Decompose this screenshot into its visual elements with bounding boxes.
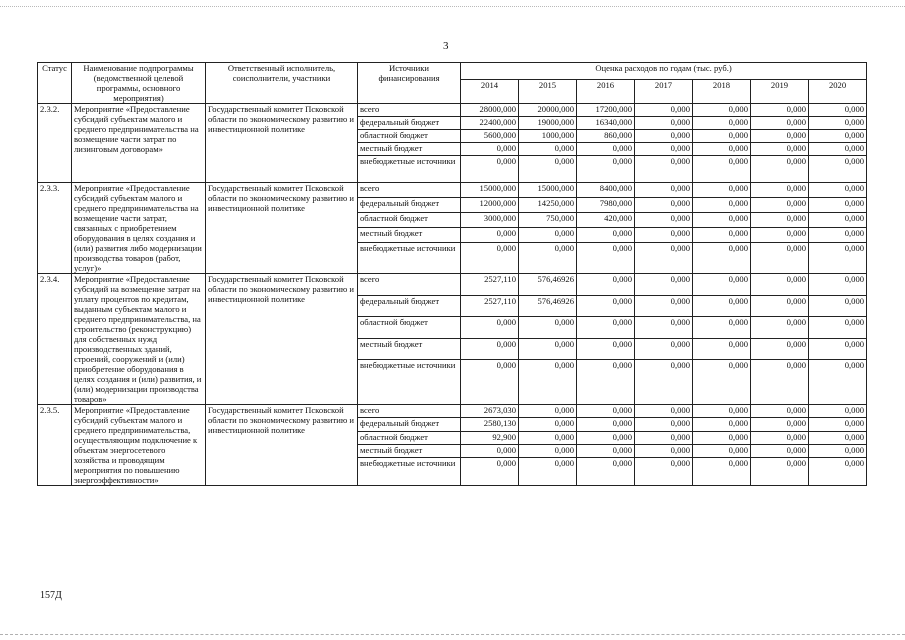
expense-value: 0,000 (751, 274, 809, 296)
year-header: 2019 (751, 80, 809, 104)
expense-value: 0,000 (693, 360, 751, 405)
expense-value: 19000,000 (519, 117, 577, 130)
expense-value: 0,000 (577, 295, 635, 317)
expense-value: 0,000 (809, 458, 867, 486)
header-sources: Источники финансирования (358, 63, 461, 104)
expense-value: 0,000 (751, 405, 809, 418)
expense-value: 0,000 (461, 338, 519, 360)
expense-value: 3000,000 (461, 212, 519, 227)
measure-status: 2.3.5. (38, 405, 72, 486)
year-header: 2017 (635, 80, 693, 104)
expense-value: 0,000 (461, 444, 519, 457)
funding-source: внебюджетные источники (358, 458, 461, 486)
expense-value: 0,000 (635, 405, 693, 418)
scan-edge-bottom (0, 634, 905, 635)
expense-value: 12000,000 (461, 197, 519, 212)
expense-value: 28000,000 (461, 104, 519, 117)
page-number: 3 (443, 40, 449, 52)
measure-status: 2.3.2. (38, 104, 72, 183)
expense-value: 0,000 (519, 431, 577, 444)
expense-value: 0,000 (693, 418, 751, 431)
expense-value: 0,000 (693, 197, 751, 212)
expense-value: 0,000 (751, 130, 809, 143)
header-status: Статус (38, 63, 72, 104)
measure-status: 2.3.3. (38, 183, 72, 274)
expense-value: 0,000 (693, 338, 751, 360)
expense-value: 20000,000 (519, 104, 577, 117)
expense-value: 0,000 (635, 242, 693, 273)
funding-source: всего (358, 405, 461, 418)
measure-executor: Государственный комитет Псковской области по экономическому развитию и инвестиционной политике (206, 183, 358, 274)
expense-value: 0,000 (577, 405, 635, 418)
expense-value: 0,000 (751, 227, 809, 242)
funding-source: местный бюджет (358, 143, 461, 156)
expense-value: 0,000 (751, 317, 809, 339)
measure-name: Мероприятие «Предоставление субсидий субъектам малого и среднего предпринимательства, осуществляющим подключение к объектам энергосетевого хозяйства и проводящим мероприятия по повышению энергоэффективности» (72, 405, 206, 486)
expense-value: 2580,130 (461, 418, 519, 431)
measure-executor: Государственный комитет Псковской области по экономическому развитию и инвестиционной политике (206, 104, 358, 183)
expense-value: 0,000 (635, 117, 693, 130)
expense-value: 0,000 (635, 212, 693, 227)
expense-value: 0,000 (577, 227, 635, 242)
expense-value: 0,000 (635, 227, 693, 242)
funding-source: областной бюджет (358, 130, 461, 143)
funding-source: местный бюджет (358, 444, 461, 457)
measure-executor: Государственный комитет Псковской области по экономическому развитию и инвестиционной политике (206, 274, 358, 405)
expense-value: 1000,000 (519, 130, 577, 143)
expense-value: 0,000 (461, 227, 519, 242)
funding-source: федеральный бюджет (358, 295, 461, 317)
measure-name: Мероприятие «Предоставление субсидий субъектам малого и среднего предпринимательства на возмещение части затрат, связанных с приобретением оборудования в целях создания и (или) развития либо модернизации производства товаров (работ, услуг)» (72, 183, 206, 274)
expense-value: 0,000 (751, 183, 809, 198)
expense-value: 0,000 (751, 197, 809, 212)
expense-value: 8400,000 (577, 183, 635, 198)
funding-source: федеральный бюджет (358, 197, 461, 212)
expense-value: 92,900 (461, 431, 519, 444)
expense-value: 0,000 (809, 227, 867, 242)
expense-value: 0,000 (519, 156, 577, 183)
expense-value: 15000,000 (461, 183, 519, 198)
funding-source: областной бюджет (358, 212, 461, 227)
scan-edge-top (0, 6, 905, 7)
expense-value: 0,000 (635, 197, 693, 212)
funding-source: федеральный бюджет (358, 117, 461, 130)
expense-value: 0,000 (751, 212, 809, 227)
expense-value: 0,000 (577, 143, 635, 156)
expense-value: 0,000 (577, 360, 635, 405)
expense-value: 0,000 (519, 458, 577, 486)
expense-value: 0,000 (519, 418, 577, 431)
expense-value: 0,000 (809, 242, 867, 273)
expense-value: 0,000 (809, 338, 867, 360)
expense-value: 0,000 (635, 295, 693, 317)
header-row (38, 63, 867, 80)
table-row (38, 274, 867, 296)
expense-value: 5600,000 (461, 130, 519, 143)
expense-value: 576,46926 (519, 295, 577, 317)
expense-value: 0,000 (577, 156, 635, 183)
expense-value: 750,000 (519, 212, 577, 227)
year-header: 2018 (693, 80, 751, 104)
expense-value: 0,000 (693, 130, 751, 143)
expense-value: 0,000 (577, 418, 635, 431)
funding-source: всего (358, 183, 461, 198)
expense-value: 2527,110 (461, 295, 519, 317)
year-header: 2020 (809, 80, 867, 104)
expense-value: 0,000 (751, 360, 809, 405)
expense-value: 15000,000 (519, 183, 577, 198)
header-name: Наименование подпрограммы (ведомственной целевой программы, основного мероприятия) (72, 63, 206, 104)
expense-value: 0,000 (693, 212, 751, 227)
expense-value: 0,000 (693, 156, 751, 183)
expense-value: 14250,000 (519, 197, 577, 212)
expense-value: 0,000 (693, 444, 751, 457)
expense-value: 0,000 (751, 156, 809, 183)
expense-value: 0,000 (577, 242, 635, 273)
expense-value: 0,000 (635, 431, 693, 444)
expense-value: 0,000 (809, 156, 867, 183)
expense-value: 0,000 (461, 156, 519, 183)
expense-value: 0,000 (809, 143, 867, 156)
expense-value: 0,000 (635, 183, 693, 198)
expense-value: 0,000 (693, 431, 751, 444)
expense-value: 0,000 (635, 418, 693, 431)
measure-name: Мероприятие «Предоставление субсидий субъектам малого и среднего предпринимательства на возмещение части затрат по лизинговым договорам» (72, 104, 206, 183)
expense-value: 0,000 (693, 405, 751, 418)
expense-value: 0,000 (577, 274, 635, 296)
table-body (38, 104, 867, 486)
funding-source: областной бюджет (358, 431, 461, 444)
expense-value: 0,000 (693, 295, 751, 317)
expense-value: 0,000 (751, 117, 809, 130)
expense-value: 0,000 (809, 104, 867, 117)
expense-value: 0,000 (751, 418, 809, 431)
expense-value: 0,000 (693, 104, 751, 117)
expense-value: 0,000 (693, 317, 751, 339)
measure-executor: Государственный комитет Псковской области по экономическому развитию и инвестиционной политике (206, 405, 358, 486)
expense-value: 0,000 (693, 117, 751, 130)
table-row (38, 405, 867, 418)
expense-value: 0,000 (635, 317, 693, 339)
funding-source: внебюджетные источники (358, 242, 461, 273)
table-row (38, 183, 867, 198)
expense-value: 0,000 (519, 242, 577, 273)
expense-value: 0,000 (519, 227, 577, 242)
expense-value: 0,000 (519, 317, 577, 339)
expense-value: 0,000 (635, 156, 693, 183)
expense-value: 0,000 (693, 242, 751, 273)
expense-value: 0,000 (577, 338, 635, 360)
expense-value: 7980,000 (577, 197, 635, 212)
expense-value: 0,000 (577, 458, 635, 486)
funding-source: внебюджетные источники (358, 360, 461, 405)
expense-value: 0,000 (519, 360, 577, 405)
expense-value: 0,000 (809, 418, 867, 431)
expense-value: 2673,030 (461, 405, 519, 418)
expense-value: 22400,000 (461, 117, 519, 130)
funding-source: местный бюджет (358, 338, 461, 360)
expense-value: 0,000 (809, 274, 867, 296)
expense-value: 860,000 (577, 130, 635, 143)
expense-value: 0,000 (809, 317, 867, 339)
year-header: 2015 (519, 80, 577, 104)
expense-value: 0,000 (809, 295, 867, 317)
expense-value: 0,000 (635, 338, 693, 360)
expense-value: 0,000 (635, 458, 693, 486)
expense-value: 0,000 (751, 458, 809, 486)
expense-value: 0,000 (577, 444, 635, 457)
expense-value: 0,000 (809, 212, 867, 227)
expense-value: 0,000 (809, 183, 867, 198)
expense-value: 0,000 (519, 444, 577, 457)
header-estimate: Оценка расходов по годам (тыс. руб.) (461, 63, 867, 80)
expense-value: 0,000 (809, 444, 867, 457)
expense-value: 0,000 (809, 431, 867, 444)
funding-source: всего (358, 274, 461, 296)
expense-value: 0,000 (461, 458, 519, 486)
budget-table (37, 62, 867, 486)
expense-value: 0,000 (577, 317, 635, 339)
expense-value: 0,000 (519, 405, 577, 418)
measure-status: 2.3.4. (38, 274, 72, 405)
expense-value: 0,000 (635, 360, 693, 405)
expense-value: 0,000 (751, 242, 809, 273)
expense-value: 0,000 (751, 338, 809, 360)
funding-source: федеральный бюджет (358, 418, 461, 431)
funding-source: внебюджетные источники (358, 156, 461, 183)
expense-value: 0,000 (751, 444, 809, 457)
expense-value: 420,000 (577, 212, 635, 227)
expense-value: 0,000 (751, 143, 809, 156)
expense-value: 0,000 (635, 143, 693, 156)
expense-value: 0,000 (635, 130, 693, 143)
expense-value: 0,000 (751, 431, 809, 444)
expense-value: 0,000 (693, 227, 751, 242)
expense-value: 2527,110 (461, 274, 519, 296)
expense-value: 0,000 (461, 317, 519, 339)
expense-value: 0,000 (809, 117, 867, 130)
expense-value: 0,000 (461, 360, 519, 405)
expense-value: 0,000 (577, 431, 635, 444)
expense-value: 0,000 (461, 242, 519, 273)
funding-source: областной бюджет (358, 317, 461, 339)
expense-value: 0,000 (519, 143, 577, 156)
expense-value: 0,000 (809, 130, 867, 143)
expense-value: 0,000 (809, 405, 867, 418)
expense-value: 576,46926 (519, 274, 577, 296)
expense-value: 0,000 (751, 295, 809, 317)
expense-value: 0,000 (693, 183, 751, 198)
expense-value: 0,000 (635, 444, 693, 457)
expense-value: 0,000 (461, 143, 519, 156)
year-header: 2016 (577, 80, 635, 104)
header-executor: Ответственный исполнитель, соисполнители, участники (206, 63, 358, 104)
expense-value: 0,000 (693, 458, 751, 486)
expense-value: 0,000 (751, 104, 809, 117)
expense-value: 0,000 (693, 274, 751, 296)
year-header: 2014 (461, 80, 519, 104)
measure-name: Мероприятие «Предоставление субсидий на возмещение затрат на уплату процентов по кредитам, выданным субъектам малого и среднего предпринимательства, на строительство (реконструкцию) для собственных нужд производственных зданий, строений, сооружений и (или) приобретение оборудования в целях создания и (или) развития, и (или) модернизации производства товаров» (72, 274, 206, 405)
document-code: 157Д (40, 590, 62, 601)
expense-value: 17200,000 (577, 104, 635, 117)
expense-value: 0,000 (693, 143, 751, 156)
expense-value: 0,000 (809, 360, 867, 405)
expense-value: 0,000 (519, 338, 577, 360)
expense-value: 16340,000 (577, 117, 635, 130)
funding-source: местный бюджет (358, 227, 461, 242)
table-row (38, 104, 867, 117)
expense-value: 0,000 (635, 274, 693, 296)
expense-value: 0,000 (635, 104, 693, 117)
expense-value: 0,000 (809, 197, 867, 212)
funding-source: всего (358, 104, 461, 117)
